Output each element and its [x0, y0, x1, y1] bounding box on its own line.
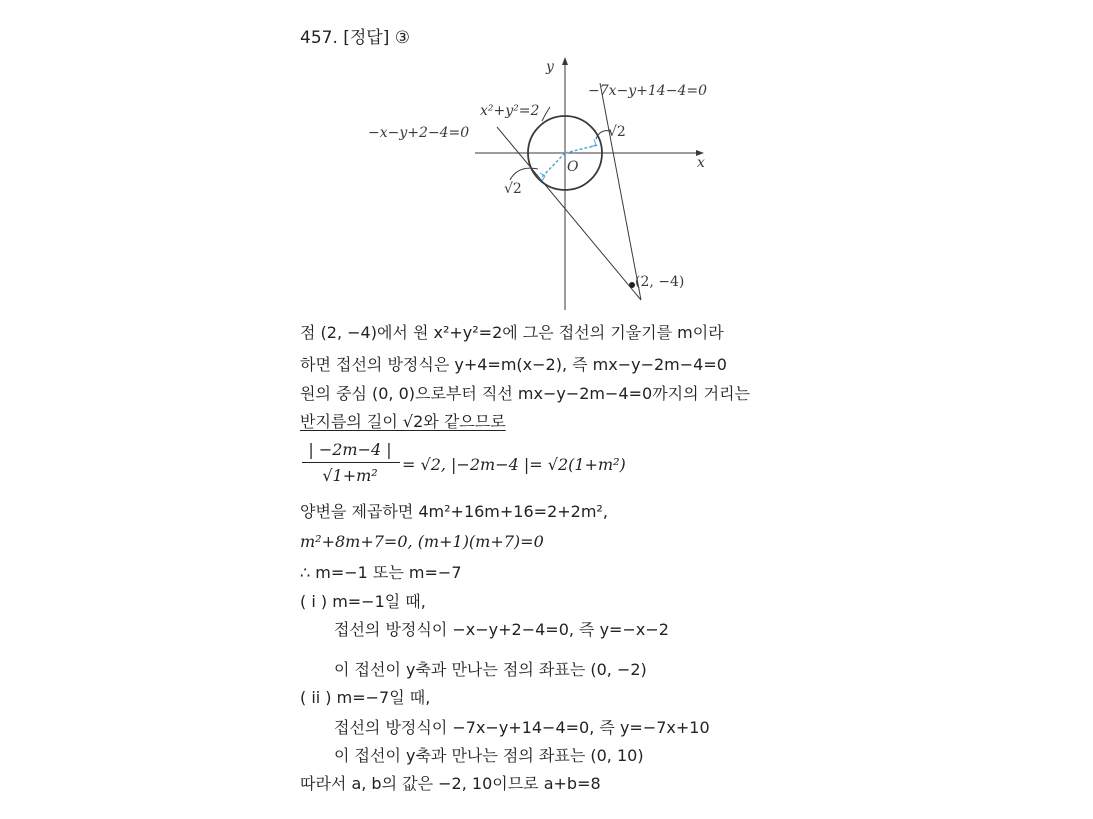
line2-equation: −x−y+2−4=0: [368, 125, 470, 141]
point-label: (2, −4): [635, 274, 685, 290]
y-axis-label: y: [546, 59, 554, 75]
solution-line-7: ∴ m=−1 또는 m=−7: [300, 563, 462, 582]
case-1-line-1: 접선의 방정식이 −x−y+2−4=0, 즉 y=−x−2: [334, 620, 669, 639]
problem-header: 457. [정답] ③: [300, 28, 411, 48]
fraction-bar: [302, 462, 400, 463]
solution-line-3: 원의 중심 (0, 0)으로부터 직선 mx−y−2m−4=0까지의 거리는: [300, 384, 751, 403]
radius-label-left: √2: [504, 181, 522, 197]
case-2-line-1: 접선의 방정식이 −7x−y+14−4=0, 즉 y=−7x+10: [334, 718, 710, 737]
right-angle-mark-right: [590, 139, 596, 147]
line1-equation: −7x−y+14−4=0: [588, 83, 707, 99]
solution-line-1: 점 (2, −4)에서 원 x²+y²=2에 그은 접선의 기울기를 m이라: [300, 323, 724, 342]
solution-line-4: 반지름의 길이 √2와 같으므로: [300, 412, 506, 431]
solution-line-5: 양변을 제곱하면 4m²+16m+16=2+2m²,: [300, 502, 608, 521]
x-axis-label: x: [697, 155, 705, 171]
tangent-line-figure: [360, 55, 740, 310]
solution-line-6: m²+8m+7=0, (m+1)(m+7)=0: [300, 532, 544, 551]
tangent-line-steep: [600, 83, 641, 300]
case-2-line-2: 이 접선이 y축과 만나는 점의 좌표는 (0, 10): [334, 746, 644, 765]
origin-label: O: [567, 159, 579, 175]
case-2-heading: ( ii ) m=−7일 때,: [300, 688, 431, 707]
conclusion-line: 따라서 a, b의 값은 −2, 10이므로 a+b=8: [300, 774, 601, 793]
circle-equation: x²+y²=2: [480, 103, 540, 119]
solution-line-2: 하면 접선의 방정식은 y+4=m(x−2), 즉 mx−y−2m−4=0: [300, 355, 727, 374]
radius-label-right: √2: [608, 124, 626, 140]
fraction-equation-rest: = √2, |−2m−4 |= √2(1+m²): [402, 455, 626, 474]
fraction-denominator: √1+m²: [322, 466, 378, 485]
fraction-numerator: | −2m−4 |: [308, 440, 392, 459]
case-1-line-2: 이 접선이 y축과 만나는 점의 좌표는 (0, −2): [334, 660, 647, 679]
case-1-heading: ( i ) m=−1일 때,: [300, 592, 426, 611]
y-axis-arrow: [562, 57, 568, 65]
